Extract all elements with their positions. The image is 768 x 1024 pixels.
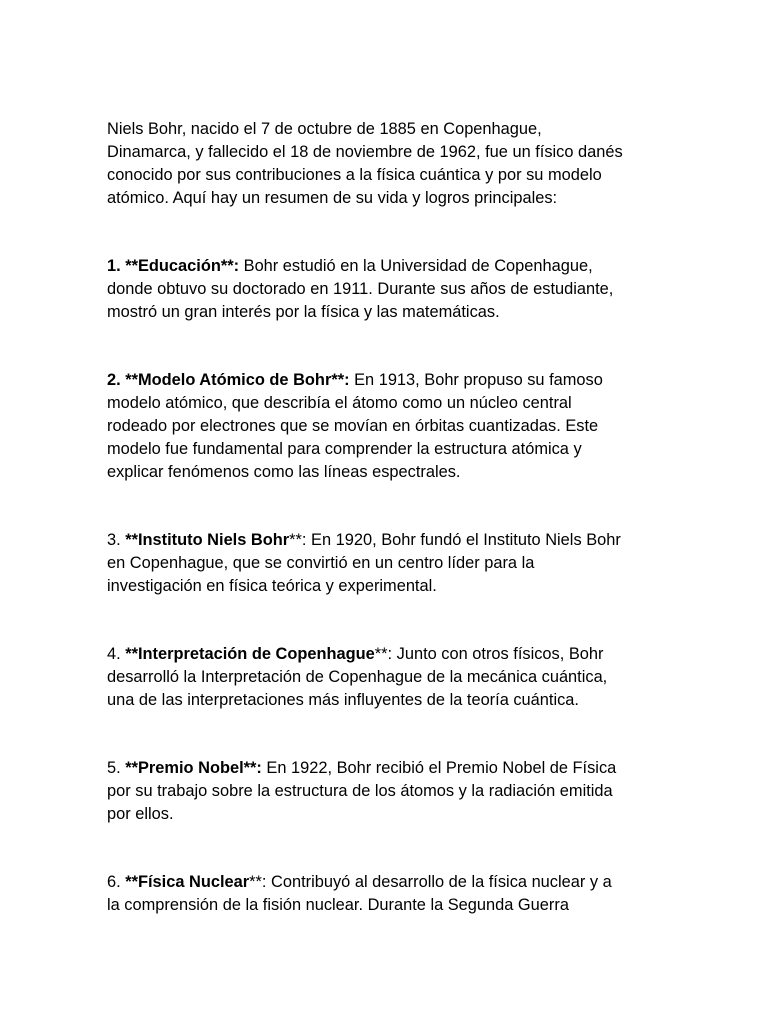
item-text: **: En 1920, Bohr fundó el Instituto Niels Bohr en Copenhague, que se convirtió en un centro líder para la investigación en física teórica y experimental. <box>107 531 621 595</box>
intro-paragraph: Niels Bohr, nacido el 7 de octubre de 1885 en Copenhague, Dinamarca, y fallecido el 18 de noviembre de 1962, fue un físico danés conocido por sus contribuciones a la física cuántica y por su modelo atómico. Aquí hay un resumen de su vida y logros principales: <box>107 120 623 207</box>
item-heading: **Interpretación de Copenhague <box>125 645 375 663</box>
list-item-institute <box>107 529 667 598</box>
document-body <box>107 118 667 962</box>
list-item-atomic-model <box>107 369 667 484</box>
item-heading: **Premio Nobel**: <box>125 759 262 777</box>
item-number: 3. <box>107 531 126 549</box>
list-item-education <box>107 255 667 324</box>
item-text: En 1913, Bohr propuso su famoso modelo atómico, que describía el átomo como un núcleo central rodeado por electrones que se movían en órbitas cuantizadas. Este modelo fue fundamental para comprender la estructura atómica y explicar fenómenos como las líneas espectrales. <box>107 371 603 481</box>
item-heading: **Instituto Niels Bohr <box>125 531 290 549</box>
item-heading: **Física Nuclear <box>125 873 250 891</box>
item-text: **: Junto con otros físicos, Bohr desarrolló la Interpretación de Copenhague de la mecánica cuántica, una de las interpretaciones más influyentes de la teoría cuántica. <box>107 645 608 709</box>
item-number: 4. <box>107 645 126 663</box>
list-item-nuclear-physics <box>107 871 667 917</box>
item-text: En 1922, Bohr recibió el Premio Nobel de Física por su trabajo sobre la estructura de los átomos y la radiación emitida por ellos. <box>107 759 617 823</box>
item-number: 6. <box>107 873 126 891</box>
item-text: Bohr estudió en la Universidad de Copenhague, donde obtuvo su doctorado en 1911. Durante sus años de estudiante, mostró un gran interés por la física y las matemáticas. <box>107 257 614 321</box>
item-text: **: Contribuyó al desarrollo de la física nuclear y a la comprensión de la fisión nuclear. Durante la Segunda Guerra <box>107 873 612 914</box>
item-heading: 1. **Educación**: <box>107 257 240 275</box>
list-item-interpretation <box>107 643 667 712</box>
item-number: 5. <box>107 759 126 777</box>
list-item-nobel <box>107 757 667 826</box>
item-heading: 2. **Modelo Atómico de Bohr**: <box>107 371 350 389</box>
